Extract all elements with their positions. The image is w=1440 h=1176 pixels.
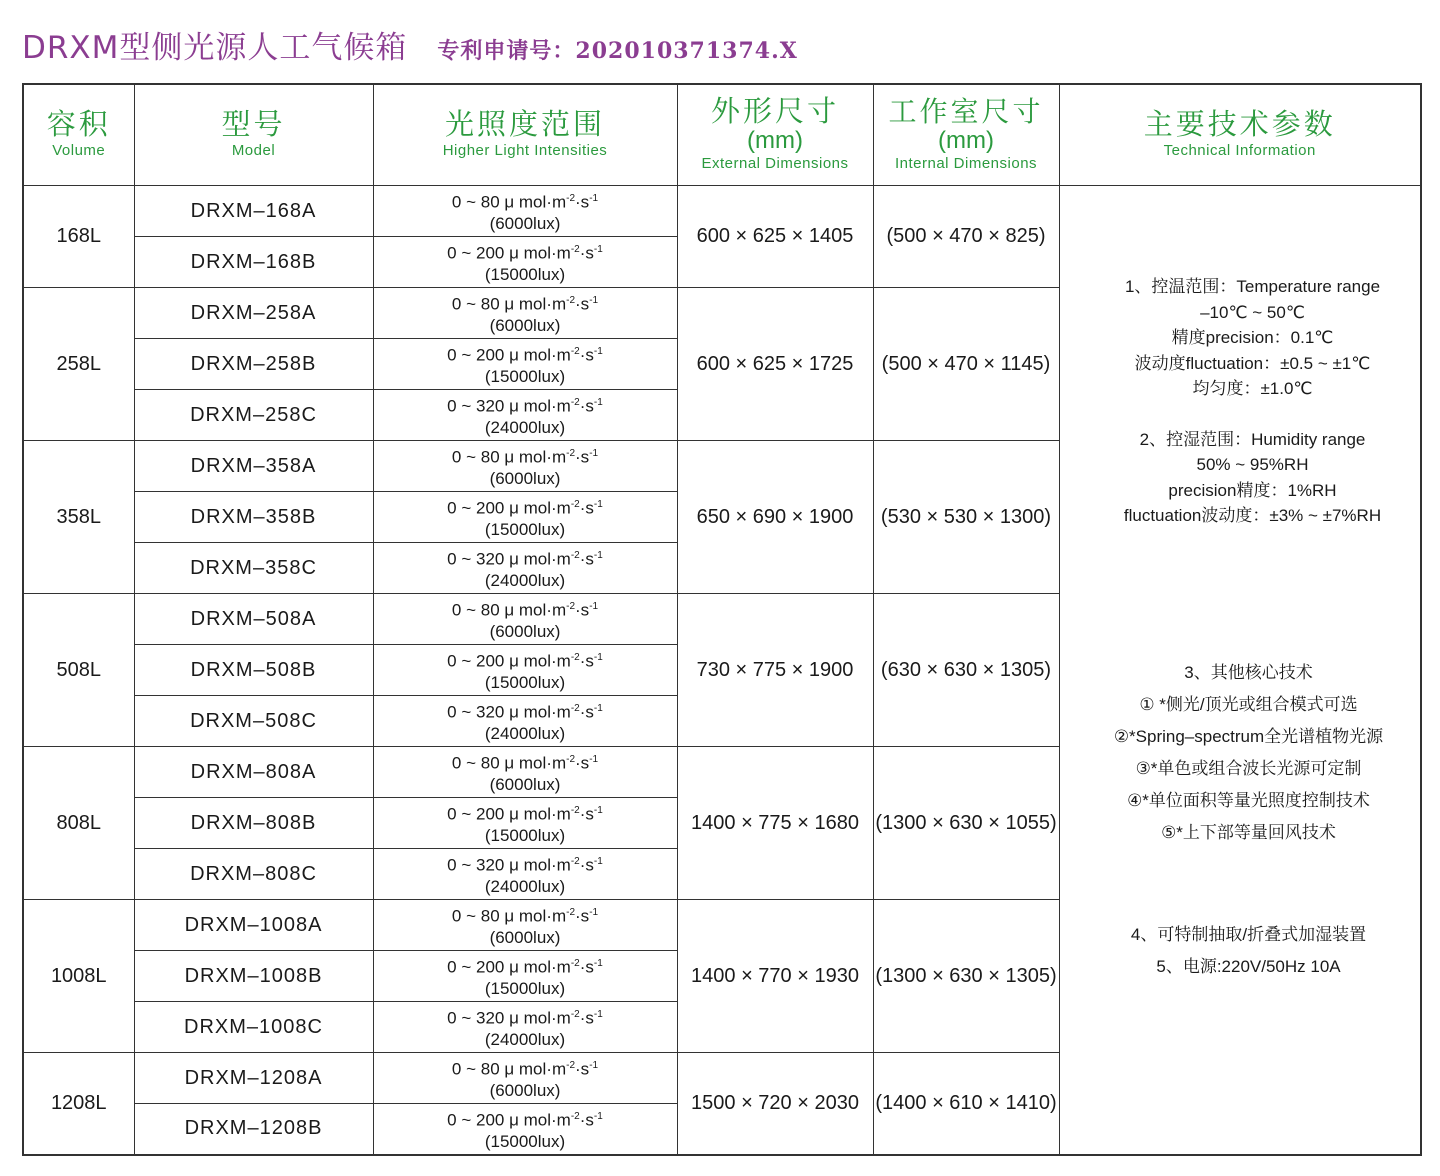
light-exp-m: -2	[570, 346, 580, 358]
light-range	[374, 953, 677, 978]
light-range-text: 0 ~ 80 μ mol·m	[451, 1059, 567, 1079]
light-unit-suffix: ·s	[575, 906, 590, 926]
light-exp-s: -1	[589, 907, 599, 919]
light-range-text: 0 ~ 320 μ mol·m	[447, 1008, 571, 1028]
light-exp-m: -2	[570, 1009, 580, 1021]
light-cell	[373, 594, 677, 645]
int-dim-cell: (1300 × 630 × 1055)	[873, 747, 1059, 900]
int-dim-cell: (630 × 630 × 1305)	[873, 594, 1059, 747]
tech-cell	[1059, 186, 1421, 1155]
volume-cell: 1008L	[23, 900, 134, 1053]
light-exp-m: -2	[570, 805, 580, 817]
volume-cell: 508L	[23, 594, 134, 747]
int-dim-cell: (500 × 470 × 1145)	[873, 288, 1059, 441]
light-lux: (24000lux)	[484, 417, 566, 437]
light-unit-suffix: ·s	[575, 1059, 590, 1079]
model-cell: DRXM–258C	[134, 390, 373, 441]
header-row	[23, 84, 1421, 186]
light-lux: (24000lux)	[484, 723, 566, 743]
ext-dim-cell: 650 × 690 × 1900	[677, 441, 873, 594]
light-range-text: 0 ~ 80 μ mol·m	[451, 447, 567, 467]
light-cell	[373, 543, 677, 594]
tech-line: 精度precision：0.1℃	[1171, 328, 1334, 347]
header-tech	[1059, 84, 1421, 186]
light-unit-suffix: ·s	[579, 1008, 594, 1028]
tech-core-item: ④*单位面积等量光照度控制技术	[1127, 790, 1370, 810]
light-range	[374, 851, 677, 876]
light-range-text: 0 ~ 320 μ mol·m	[447, 549, 571, 569]
light-cell	[373, 696, 677, 747]
light-unit-suffix: ·s	[579, 702, 594, 722]
model-cell: DRXM–168B	[134, 237, 373, 288]
header-model-en: Model	[231, 142, 276, 159]
model-cell: DRXM–1008A	[134, 900, 373, 951]
volume-cell: 258L	[23, 288, 134, 441]
light-cell	[373, 900, 677, 951]
light-range	[374, 800, 677, 825]
ext-dim-cell: 600 × 625 × 1405	[677, 186, 873, 288]
light-lux: (24000lux)	[484, 1029, 566, 1049]
light-exp-m: -2	[566, 1060, 576, 1072]
ext-dim-cell: 1400 × 770 × 1930	[677, 900, 873, 1053]
model-cell: DRXM–808C	[134, 849, 373, 900]
light-exp-s: -1	[589, 1060, 599, 1072]
header-int-unit: (mm)	[938, 127, 994, 154]
light-exp-s: -1	[593, 805, 603, 817]
light-lux: (6000lux)	[489, 621, 561, 641]
tech-extra-line: 5、电源:220V/50Hz 10A	[1156, 956, 1341, 976]
light-lux: (15000lux)	[484, 1131, 566, 1151]
light-range-text: 0 ~ 200 μ mol·m	[447, 345, 571, 365]
light-lux: (15000lux)	[484, 825, 566, 845]
model-cell: DRXM–168A	[134, 186, 373, 237]
light-range	[374, 698, 677, 723]
light-exp-s: -1	[593, 958, 603, 970]
patent-number: 专利申请号：202010371374.X	[437, 38, 798, 64]
light-range-text: 0 ~ 80 μ mol·m	[451, 753, 567, 773]
light-range	[374, 545, 677, 570]
model-cell: DRXM–1208A	[134, 1053, 373, 1104]
light-cell	[373, 951, 677, 1002]
light-range	[374, 341, 677, 366]
model-cell: DRXM–1008B	[134, 951, 373, 1002]
light-cell	[373, 441, 677, 492]
light-lux: (24000lux)	[484, 876, 566, 896]
light-unit-suffix: ·s	[579, 1110, 594, 1130]
light-range-text: 0 ~ 200 μ mol·m	[447, 1110, 571, 1130]
tech-line: 均匀度：±1.0℃	[1192, 379, 1313, 398]
tech-core-item: ① *侧光/顶光或组合模式可选	[1139, 694, 1358, 714]
light-range-text: 0 ~ 80 μ mol·m	[451, 906, 567, 926]
model-cell: DRXM–358A	[134, 441, 373, 492]
light-unit-suffix: ·s	[579, 243, 594, 263]
spec-table	[22, 83, 1422, 1156]
spec-body	[23, 186, 1421, 1155]
light-range	[374, 188, 677, 213]
tech-core-item: ②*Spring–spectrum全光谱植物光源	[1113, 726, 1384, 746]
light-exp-m: -2	[566, 295, 576, 307]
light-lux: (6000lux)	[489, 927, 561, 947]
tech-core	[1080, 657, 1418, 849]
light-range	[374, 902, 677, 927]
light-unit-suffix: ·s	[579, 396, 594, 416]
title-row	[22, 22, 798, 66]
light-unit-suffix: ·s	[575, 447, 590, 467]
light-range-text: 0 ~ 200 μ mol·m	[447, 957, 571, 977]
header-light	[373, 84, 677, 186]
light-unit-suffix: ·s	[579, 855, 594, 875]
ext-dim-cell: 1500 × 720 × 2030	[677, 1053, 873, 1155]
light-range-text: 0 ~ 320 μ mol·m	[447, 855, 571, 875]
header-int-en: Internal Dimensions	[894, 155, 1038, 172]
light-exp-s: -1	[593, 856, 603, 868]
light-exp-s: -1	[593, 1110, 603, 1122]
light-lux: (6000lux)	[489, 1080, 561, 1100]
table-row	[23, 186, 1421, 237]
light-unit-suffix: ·s	[575, 192, 590, 212]
light-exp-m: -2	[566, 754, 576, 766]
light-lux: (15000lux)	[484, 366, 566, 386]
header-volume	[23, 84, 134, 186]
light-cell	[373, 288, 677, 339]
tech-line: 1、控温范围：Temperature range	[1124, 277, 1381, 296]
light-exp-s: -1	[593, 652, 603, 664]
int-dim-cell: (530 × 530 × 1300)	[873, 441, 1059, 594]
light-exp-s: -1	[593, 397, 603, 409]
light-range-text: 0 ~ 80 μ mol·m	[451, 192, 567, 212]
header-volume-en: Volume	[52, 142, 106, 159]
light-range	[374, 1055, 677, 1080]
light-exp-s: -1	[589, 295, 599, 307]
light-cell	[373, 747, 677, 798]
light-exp-m: -2	[570, 550, 580, 562]
model-cell: DRXM–508B	[134, 645, 373, 696]
light-cell	[373, 390, 677, 441]
light-cell	[373, 798, 677, 849]
light-unit-suffix: ·s	[575, 753, 590, 773]
light-exp-m: -2	[570, 703, 580, 715]
ext-dim-cell: 730 × 775 × 1900	[677, 594, 873, 747]
model-cell: DRXM–258B	[134, 339, 373, 390]
light-lux: (15000lux)	[484, 978, 566, 998]
header-light-zh: 光照度范围	[444, 109, 605, 141]
header-volume-zh: 容积	[46, 109, 111, 141]
light-exp-s: -1	[589, 448, 599, 460]
header-light-en: Higher Light Intensities	[442, 142, 608, 159]
light-range-text: 0 ~ 320 μ mol·m	[447, 396, 571, 416]
light-range	[374, 596, 677, 621]
light-range	[374, 443, 677, 468]
light-range-text: 0 ~ 200 μ mol·m	[447, 243, 571, 263]
light-cell	[373, 849, 677, 900]
light-range	[374, 239, 677, 264]
light-lux: (15000lux)	[484, 519, 566, 539]
header-tech-zh: 主要技术参数	[1143, 109, 1336, 141]
light-lux: (15000lux)	[484, 672, 566, 692]
light-unit-suffix: ·s	[579, 804, 594, 824]
header-int	[873, 84, 1059, 186]
light-exp-m: -2	[570, 856, 580, 868]
model-cell: DRXM–1008C	[134, 1002, 373, 1053]
light-range-text: 0 ~ 320 μ mol·m	[447, 702, 571, 722]
light-unit-suffix: ·s	[579, 345, 594, 365]
light-exp-m: -2	[566, 193, 576, 205]
tech-info	[1088, 274, 1418, 983]
volume-cell: 358L	[23, 441, 134, 594]
light-cell	[373, 339, 677, 390]
tech-extra-line: 4、可特制抽取/折叠式加湿装置	[1130, 924, 1367, 944]
light-exp-s: -1	[589, 601, 599, 613]
header-ext-zh: 外形尺寸	[710, 96, 839, 128]
light-unit-suffix: ·s	[579, 957, 594, 977]
light-exp-m: -2	[570, 958, 580, 970]
int-dim-cell: (1300 × 630 × 1305)	[873, 900, 1059, 1053]
header-model	[134, 84, 373, 186]
light-cell	[373, 186, 677, 237]
tech-line: 50% ~ 95%RH	[1196, 455, 1309, 474]
light-cell	[373, 492, 677, 543]
light-exp-m: -2	[566, 601, 576, 613]
model-cell: DRXM–1208B	[134, 1104, 373, 1155]
tech-line: precision精度：1%RH	[1168, 480, 1337, 500]
light-exp-s: -1	[589, 754, 599, 766]
tech-line: –10℃ ~ 50℃	[1200, 302, 1305, 322]
light-exp-m: -2	[570, 244, 580, 256]
light-range	[374, 494, 677, 519]
model-cell: DRXM–358C	[134, 543, 373, 594]
header-ext	[677, 84, 873, 186]
light-exp-s: -1	[593, 703, 603, 715]
tech-line: 2、控湿范围：Humidity range	[1139, 429, 1366, 449]
model-cell: DRXM–358B	[134, 492, 373, 543]
light-exp-m: -2	[566, 448, 576, 460]
light-lux: (15000lux)	[484, 264, 566, 284]
volume-cell: 1208L	[23, 1053, 134, 1155]
light-cell	[373, 1104, 677, 1155]
light-exp-m: -2	[566, 907, 576, 919]
light-unit-suffix: ·s	[575, 600, 590, 620]
light-cell	[373, 1053, 677, 1104]
int-dim-cell: (500 × 470 × 825)	[873, 186, 1059, 288]
light-cell	[373, 1002, 677, 1053]
header-int-zh: 工作室尺寸	[888, 96, 1044, 127]
light-lux: (6000lux)	[489, 468, 561, 488]
light-range-text: 0 ~ 80 μ mol·m	[451, 600, 567, 620]
tech-core-title: 3、其他核心技术	[1184, 662, 1313, 682]
light-range	[374, 1004, 677, 1029]
light-unit-suffix: ·s	[579, 498, 594, 518]
header-tech-en: Technical Information	[1163, 142, 1316, 159]
volume-cell: 168L	[23, 186, 134, 288]
tech-temp	[1088, 274, 1418, 402]
header-model-zh: 型号	[221, 109, 286, 141]
light-exp-s: -1	[593, 499, 603, 511]
light-unit-suffix: ·s	[575, 294, 590, 314]
tech-line: 波动度fluctuation：±0.5 ~ ±1℃	[1134, 353, 1371, 373]
light-range	[374, 749, 677, 774]
model-cell: DRXM–508C	[134, 696, 373, 747]
tech-line: fluctuation波动度：±3% ~ ±7%RH	[1123, 506, 1382, 525]
light-exp-m: -2	[570, 397, 580, 409]
int-dim-cell: (1400 × 610 × 1410)	[873, 1053, 1059, 1155]
light-exp-m: -2	[570, 652, 580, 664]
light-range-text: 0 ~ 200 μ mol·m	[447, 498, 571, 518]
model-cell: DRXM–808A	[134, 747, 373, 798]
header-ext-unit: (mm)	[747, 127, 803, 154]
model-cell: DRXM–808B	[134, 798, 373, 849]
light-range-text: 0 ~ 200 μ mol·m	[447, 804, 571, 824]
model-cell: DRXM–508A	[134, 594, 373, 645]
ext-dim-cell: 1400 × 775 × 1680	[677, 747, 873, 900]
light-lux: (6000lux)	[489, 213, 561, 233]
light-exp-s: -1	[593, 1009, 603, 1021]
light-cell	[373, 237, 677, 288]
light-range-text: 0 ~ 200 μ mol·m	[447, 651, 571, 671]
light-range	[374, 1106, 677, 1131]
light-cell	[373, 645, 677, 696]
light-range	[374, 290, 677, 315]
light-lux: (24000lux)	[484, 570, 566, 590]
light-unit-suffix: ·s	[579, 651, 594, 671]
tech-core-item: ③*单色或组合波长光源可定制	[1135, 758, 1362, 778]
light-exp-s: -1	[593, 550, 603, 562]
volume-cell: 808L	[23, 747, 134, 900]
light-exp-m: -2	[570, 1110, 580, 1122]
tech-extra	[1080, 919, 1418, 983]
light-exp-s: -1	[589, 193, 599, 205]
light-lux: (6000lux)	[489, 315, 561, 335]
light-range	[374, 392, 677, 417]
page-title: DRXM型侧光源人工气候箱	[22, 30, 408, 66]
light-lux: (6000lux)	[489, 774, 561, 794]
tech-humidity	[1088, 427, 1418, 529]
light-exp-s: -1	[593, 244, 603, 256]
model-cell: DRXM–258A	[134, 288, 373, 339]
light-range	[374, 647, 677, 672]
light-unit-suffix: ·s	[579, 549, 594, 569]
header-ext-en: External Dimensions	[701, 155, 849, 172]
light-range-text: 0 ~ 80 μ mol·m	[451, 294, 567, 314]
light-exp-m: -2	[570, 499, 580, 511]
light-exp-s: -1	[593, 346, 603, 358]
tech-core-item: ⑤*上下部等量回风技术	[1161, 822, 1336, 842]
ext-dim-cell: 600 × 625 × 1725	[677, 288, 873, 441]
